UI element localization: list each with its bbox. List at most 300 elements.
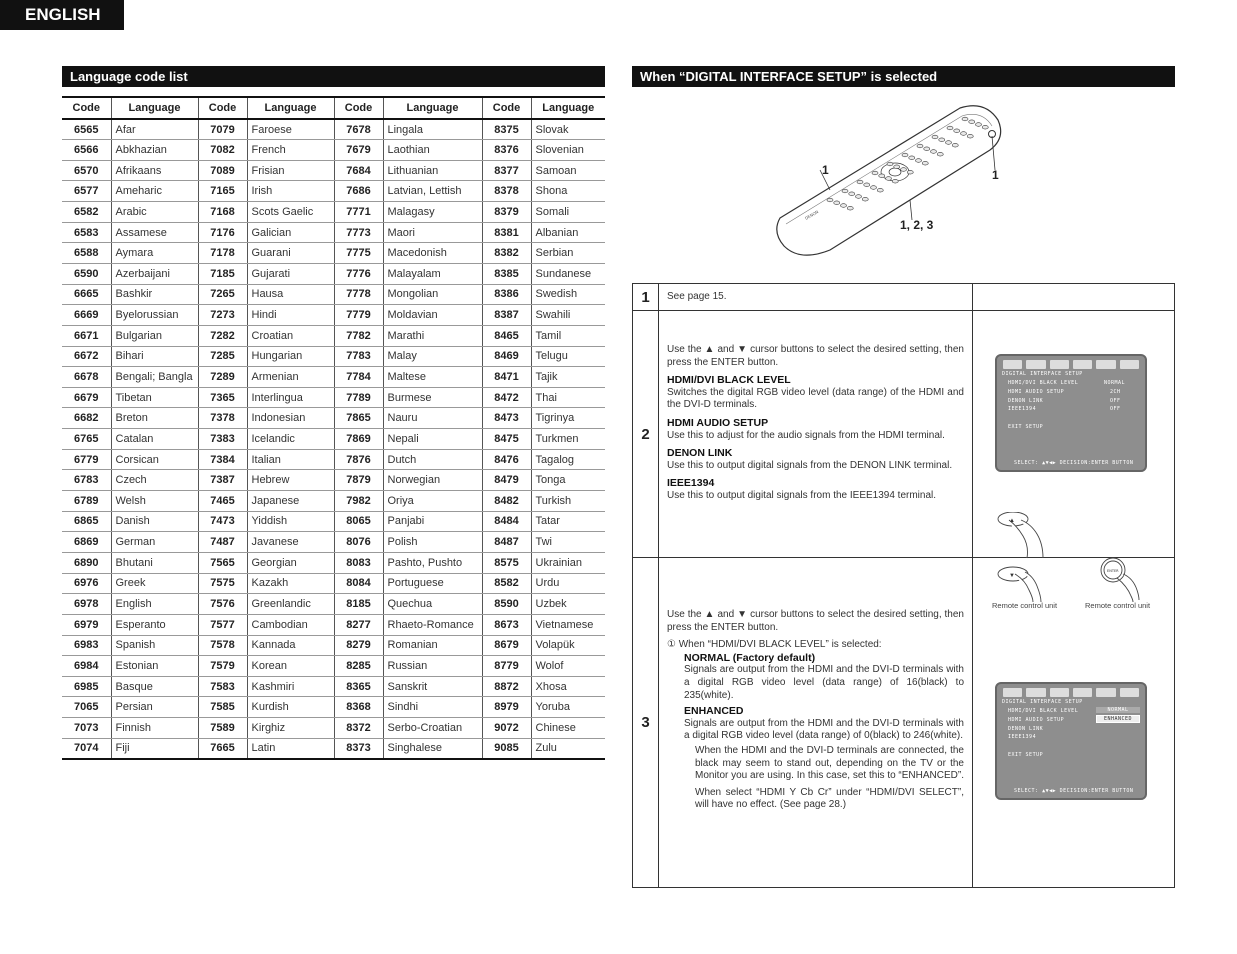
language-code: 6679 [62,387,111,408]
language-name: Ukrainian [531,552,605,573]
language-name: Rhaeto-Romance [383,614,482,635]
language-name: Macedonish [383,243,482,264]
language-code: 7783 [334,346,383,367]
language-code: 7178 [198,243,247,264]
osd-line: HDMI AUDIO SETUP [1008,717,1065,723]
language-name: Breton [111,408,198,429]
language-name: Laothian [383,140,482,161]
osd-line: HDMI AUDIO SETUP [1008,389,1065,395]
table-row [62,656,605,677]
language-name: Twi [531,532,605,553]
language-name: Serbo-Croatian [383,718,482,739]
osd-value-selected: ENHANCED [1096,715,1140,723]
language-code: 7176 [198,222,247,243]
table-row [62,119,605,140]
language-code: 6783 [62,470,111,491]
item-text: Use this to output digital signals from the IEEE1394 terminal. [667,489,937,501]
language-name: Bihari [111,346,198,367]
step-number: 2 [633,311,659,557]
language-code: 6577 [62,181,111,202]
table-row [62,181,605,202]
language-code: 8476 [482,449,531,470]
language-code: 7775 [334,243,383,264]
language-code: 7487 [198,532,247,553]
table-row [62,367,605,388]
language-code: 8377 [482,160,531,181]
language-code: 8065 [334,511,383,532]
item-title: DENON LINK [667,447,733,460]
language-name: Nauru [383,408,482,429]
osd-line: IEEE1394 [1008,734,1037,740]
column-header: Language [247,97,334,119]
svg-text:▲: ▲ [1009,518,1015,524]
language-name: Tibetan [111,387,198,408]
language-name: Fiji [111,738,198,759]
enter-button-label: ENTER [1107,569,1119,573]
osd-line: DENON LINK [1008,726,1044,732]
language-name: Japanese [247,491,334,512]
osd-value: OFF [1110,406,1121,412]
language-name: Oriya [383,491,482,512]
table-row [62,325,605,346]
language-code: 8575 [482,552,531,573]
language-code: 7679 [334,140,383,161]
language-code: 7575 [198,573,247,594]
osd-line: IEEE1394 [1008,406,1037,412]
step-3-row [633,518,1174,887]
osd-line: HDMI/DVI BLACK LEVEL [1008,708,1079,714]
language-name: Latin [247,738,334,759]
table-row [62,491,605,512]
language-code: 7869 [334,429,383,450]
item-title: HDMI AUDIO SETUP [667,416,769,429]
language-code: 8465 [482,325,531,346]
language-name: Shona [531,181,605,202]
language-tab: ENGLISH [0,0,124,30]
table-row [62,511,605,532]
language-name: Mongolian [383,284,482,305]
language-code: 7589 [198,718,247,739]
language-code: 8381 [482,222,531,243]
language-name: Tamil [531,325,605,346]
language-name: Georgian [247,552,334,573]
option-title: ENHANCED [684,705,744,718]
language-code: 7383 [198,429,247,450]
language-code: 6865 [62,511,111,532]
remote-hand-illustrations [991,512,1171,602]
language-name: Hindi [247,305,334,326]
language-code: 6985 [62,676,111,697]
table-row [62,614,605,635]
language-code: 8076 [334,532,383,553]
callout-right: 1 [992,168,999,182]
language-code: 8279 [334,635,383,656]
language-code: 8472 [482,387,531,408]
language-name: Portuguese [383,573,482,594]
language-code: 8387 [482,305,531,326]
language-code: 6582 [62,202,111,223]
language-code: 8590 [482,594,531,615]
language-code: 6565 [62,119,111,140]
language-name: Chinese [531,718,605,739]
language-name: Icelandic [247,429,334,450]
callout-left: 1 [822,163,829,177]
language-name: Armenian [247,367,334,388]
osd-header: DIGITAL INTERFACE SETUP [1002,371,1083,377]
language-code: 7583 [198,676,247,697]
language-code: 6665 [62,284,111,305]
language-name: Slovenian [531,140,605,161]
language-code: 8376 [482,140,531,161]
language-name: Scots Gaelic [247,202,334,223]
language-name: Assamese [111,222,198,243]
language-name: Bengali; Bangla [111,367,198,388]
table-row [62,449,605,470]
language-name: Lithuanian [383,160,482,181]
osd-screen-step3 [995,682,1147,800]
osd-line: DENON LINK [1008,398,1044,404]
language-name: Malayalam [383,263,482,284]
language-name: Malay [383,346,482,367]
language-name: Uzbek [531,594,605,615]
language-name: Guarani [247,243,334,264]
language-name: Tonga [531,470,605,491]
language-name: Greek [111,573,198,594]
language-code: 8484 [482,511,531,532]
step-3-sub: ① When “HDMI/DVI BLACK LEVEL” is selected: [667,639,882,651]
step-2-intro: Use the ▲ and ▼ cursor buttons to select the desired setting, then press the ENTER button. [667,344,964,368]
language-code: 6588 [62,243,111,264]
language-code: 7585 [198,697,247,718]
language-name: Urdu [531,573,605,594]
language-code: 8382 [482,243,531,264]
column-header: Language [531,97,605,119]
osd-value: NORMAL [1096,707,1140,713]
language-name: Finnish [111,718,198,739]
language-code: 7686 [334,181,383,202]
remote-control-illustration [770,100,1020,260]
osd-footer: SELECT: ▲▼◀▶ DECISION:ENTER BUTTON [1014,788,1134,794]
table-row [62,532,605,553]
table-row [62,718,605,739]
language-code: 6682 [62,408,111,429]
language-name: Arabic [111,202,198,223]
language-name: Cambodian [247,614,334,635]
language-code: 8673 [482,614,531,635]
svg-text:DENON: DENON [804,209,820,221]
language-code: 7273 [198,305,247,326]
language-name: Turkish [531,491,605,512]
column-header: Language [111,97,198,119]
language-name: Yoruba [531,697,605,718]
language-code: 8084 [334,573,383,594]
language-code: 6983 [62,635,111,656]
language-name: Bhutani [111,552,198,573]
language-code: 6765 [62,429,111,450]
language-code: 9085 [482,738,531,759]
table-row [62,222,605,243]
language-code: 6978 [62,594,111,615]
language-code: 8487 [482,532,531,553]
language-name: Romanian [383,635,482,656]
language-code: 7879 [334,470,383,491]
language-name: Norwegian [383,470,482,491]
language-code: 7089 [198,160,247,181]
language-code: 8386 [482,284,531,305]
option-text: Signals are output from the HDMI and the DVI-D terminals with a digital RGB video level (data range) of 0(black) to 246(white). [684,717,964,742]
table-row [62,594,605,615]
language-name: Vietnamese [531,614,605,635]
osd-icon-bar [1003,688,1139,698]
language-code: 7073 [62,718,111,739]
language-name: Basque [111,676,198,697]
language-code: 7065 [62,697,111,718]
table-row [62,140,605,161]
language-name: Interlingua [247,387,334,408]
language-name: Bashkir [111,284,198,305]
language-code: 7265 [198,284,247,305]
item-title: IEEE1394 [667,477,715,490]
table-row [62,635,605,656]
table-row [62,408,605,429]
language-name: Korean [247,656,334,677]
language-code: 6789 [62,491,111,512]
language-code: 7282 [198,325,247,346]
language-name: Maori [383,222,482,243]
language-name: Tatar [531,511,605,532]
language-code: 7771 [334,202,383,223]
language-name: English [111,594,198,615]
column-header: Code [198,97,247,119]
osd-line: EXIT SETUP [1008,424,1044,430]
language-name: Somali [531,202,605,223]
language-name: Russian [383,656,482,677]
language-name: Italian [247,449,334,470]
language-name: Kirghiz [247,718,334,739]
language-code: 7165 [198,181,247,202]
language-name: Esperanto [111,614,198,635]
language-name: Swahili [531,305,605,326]
language-name: Singhalese [383,738,482,759]
language-name: Tagalog [531,449,605,470]
language-code: 8373 [334,738,383,759]
language-code: 8471 [482,367,531,388]
language-code: 7684 [334,160,383,181]
language-name: Abkhazian [111,140,198,161]
language-name: Frisian [247,160,334,181]
language-name: Maltese [383,367,482,388]
language-code: 7365 [198,387,247,408]
step-number: 1 [633,284,659,310]
language-code: 7565 [198,552,247,573]
language-code: 8582 [482,573,531,594]
table-row [62,697,605,718]
language-name: Marathi [383,325,482,346]
language-code: 6869 [62,532,111,553]
language-name: Byelorussian [111,305,198,326]
step-number: 3 [633,558,659,887]
language-code: 7576 [198,594,247,615]
language-code: 7579 [198,656,247,677]
language-name: Welsh [111,491,198,512]
language-code: 8479 [482,470,531,491]
table-row [62,160,605,181]
language-code: 6779 [62,449,111,470]
language-name: Wolof [531,656,605,677]
language-name: Greenlandic [247,594,334,615]
language-code: 7082 [198,140,247,161]
language-name: Latvian, Lettish [383,181,482,202]
language-name: Javanese [247,532,334,553]
language-code: 7168 [198,202,247,223]
language-name: Xhosa [531,676,605,697]
language-name: Zulu [531,738,605,759]
language-name: Telugu [531,346,605,367]
language-name: Corsican [111,449,198,470]
language-name: Dutch [383,449,482,470]
language-code: 6678 [62,367,111,388]
language-code: 7079 [198,119,247,140]
language-code: 7285 [198,346,247,367]
language-name: Gujarati [247,263,334,284]
language-name: Kashmiri [247,676,334,697]
language-name: Tigrinya [531,408,605,429]
language-code: 8979 [482,697,531,718]
language-name: Faroese [247,119,334,140]
language-name: Azerbaijani [111,263,198,284]
language-code: 8482 [482,491,531,512]
language-name: Hebrew [247,470,334,491]
step-1-row [633,284,1174,311]
language-code: 7789 [334,387,383,408]
column-header: Code [334,97,383,119]
language-code: 8083 [334,552,383,573]
language-name: Lingala [383,119,482,140]
language-name: Kannada [247,635,334,656]
hand-label-left: Remote control unit [992,601,1058,610]
language-code: 7782 [334,325,383,346]
language-code: 8365 [334,676,383,697]
language-name: Kazakh [247,573,334,594]
language-name: Turkmen [531,429,605,450]
language-name: Polish [383,532,482,553]
language-code: 7387 [198,470,247,491]
table-row [62,676,605,697]
item-text: Switches the digital RGB video level (data range) of the HDMI and the DVI-D terminals. [667,386,964,411]
language-name: Hungarian [247,346,334,367]
language-name: Galician [247,222,334,243]
language-code: 7578 [198,635,247,656]
language-name: Moldavian [383,305,482,326]
table-row [62,573,605,594]
language-code: 8473 [482,408,531,429]
language-name: German [111,532,198,553]
note-text: When select “HDMI Y Cb Cr” under “HDMI/DVI SELECT”, will have no effect. (See page 28.) [695,786,964,811]
table-row [62,346,605,367]
language-code: 7865 [334,408,383,429]
language-code: 8277 [334,614,383,635]
language-code-table [62,96,605,760]
language-code: 7779 [334,305,383,326]
language-name: Nepali [383,429,482,450]
language-code: 7982 [334,491,383,512]
language-name: Afar [111,119,198,140]
language-name: Aymara [111,243,198,264]
osd-value: OFF [1110,398,1121,404]
language-name: Irish [247,181,334,202]
language-code-list-heading: Language code list [62,66,605,87]
option-title: NORMAL (Factory default) [684,651,816,664]
language-name: Pashto, Pushto [383,552,482,573]
language-name: Kurdish [247,697,334,718]
language-code: 6979 [62,614,111,635]
language-code: 7185 [198,263,247,284]
language-code: 8385 [482,263,531,284]
language-code: 6672 [62,346,111,367]
language-code: 8372 [334,718,383,739]
language-name: Thai [531,387,605,408]
steps-table [632,283,1175,888]
table-row [62,263,605,284]
osd-value: NORMAL [1104,380,1126,386]
osd-line: HDMI/DVI BLACK LEVEL [1008,380,1079,386]
language-name: Czech [111,470,198,491]
language-name: Bulgarian [111,325,198,346]
language-code: 6671 [62,325,111,346]
language-name: Serbian [531,243,605,264]
language-code: 6669 [62,305,111,326]
language-code: 8378 [482,181,531,202]
language-name: Danish [111,511,198,532]
table-row [62,429,605,450]
item-text: Use this to adjust for the audio signals from the HDMI terminal. [667,429,945,441]
table-row [62,470,605,491]
hand-label-right: Remote control unit [1085,601,1151,610]
language-name: Burmese [383,387,482,408]
language-code: 8779 [482,656,531,677]
table-row [62,738,605,759]
language-name: Swedish [531,284,605,305]
language-code: 7465 [198,491,247,512]
language-name: Sanskrit [383,676,482,697]
osd-line: EXIT SETUP [1008,752,1044,758]
language-code: 8375 [482,119,531,140]
language-code: 8185 [334,594,383,615]
language-code: 8379 [482,202,531,223]
language-code: 7876 [334,449,383,470]
table-row [62,202,605,223]
language-name: Estonian [111,656,198,677]
language-code: 8679 [482,635,531,656]
osd-value: 2CH [1110,389,1121,395]
language-name: Ameharic [111,181,198,202]
language-code: 7473 [198,511,247,532]
step-1-text: See page 15. [667,290,727,302]
language-code: 7665 [198,738,247,759]
column-header: Language [383,97,482,119]
language-name: French [247,140,334,161]
language-code: 8475 [482,429,531,450]
language-name: Afrikaans [111,160,198,181]
language-name: Sundanese [531,263,605,284]
language-code: 7074 [74,742,99,755]
language-code: 6570 [62,160,111,181]
language-code: 7577 [198,614,247,635]
language-code: 6590 [62,263,111,284]
column-header: Code [482,97,531,119]
language-code: 7289 [198,367,247,388]
osd-screen-step2 [995,354,1147,472]
